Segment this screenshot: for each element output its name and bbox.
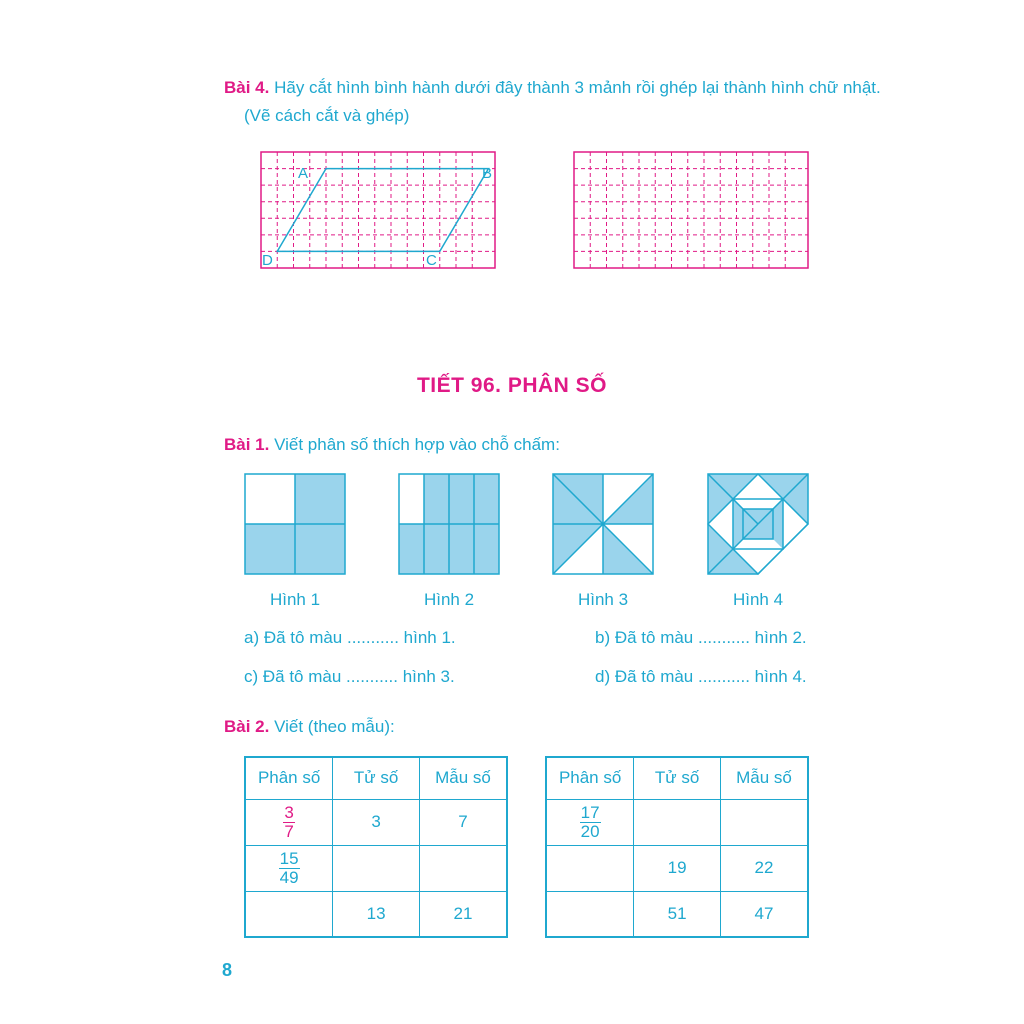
bai1-label: Bài 1. [224,435,270,454]
figure-3 [552,473,654,575]
header-tu-so: Tử số [634,757,721,799]
table-row [546,845,808,891]
tu-so-cell [634,799,721,845]
bai1-line [224,435,560,455]
mau-so-cell: 7 [419,799,507,845]
header-phan-so: Phân số [546,757,634,799]
table-row [245,799,507,845]
numerator: 3 [284,803,294,822]
fraction [279,850,300,887]
header-mau-so: Mẫu số [720,757,808,799]
answer-c: c) Đã tô màu ........... hình 3. [244,667,455,686]
lesson-title: TIẾT 96. PHÂN SỐ [416,374,608,397]
figure-4 [707,473,809,575]
denominator: 20 [580,822,600,841]
tu-so-cell: 19 [634,845,721,891]
table-row [245,891,507,937]
grid-border [261,152,495,268]
bai2-line [224,717,395,737]
caption-hinh-4: Hình 4 [732,590,784,609]
point-a-label: A [298,165,309,182]
numerator: 15 [279,849,299,868]
bai2-text: Viết (theo mẫu): [274,717,395,736]
fraction-cell [546,891,634,937]
fraction-table-right [545,756,809,938]
point-b-label: B [482,165,493,182]
numerator: 17 [580,803,600,822]
caption-hinh-2: Hình 2 [423,590,475,609]
tu-so-cell: 51 [634,891,721,937]
denominator: 7 [284,822,294,841]
caption-hinh-3: Hình 3 [577,590,629,609]
mau-so-cell: 47 [720,891,808,937]
mau-so-cell [720,799,808,845]
table-row [546,799,808,845]
parallelogram-abcd [277,169,488,252]
fraction-cell [245,799,333,845]
parallelogram-grid [258,148,498,272]
bai1-text: Viết phân số thích hợp vào chỗ chấm: [274,435,560,454]
header-mau-so: Mẫu số [419,757,507,799]
tu-so-cell [333,845,420,891]
table-header-row [546,757,808,799]
denominator: 49 [279,868,299,887]
grid-lines [261,152,495,268]
mau-so-cell: 21 [419,891,507,937]
figure-1 [244,473,346,575]
answer-a: a) Đã tô màu ........... hình 1. [244,628,456,647]
bai4-text: Hãy cắt hình bình hành dưới đây thành 3 mảnh rồi ghép lại thành hình chữ nhật. [274,78,881,97]
fraction-cell [546,845,634,891]
page-number: 8 [222,960,233,980]
header-tu-so: Tử số [333,757,420,799]
point-c-label: C [426,252,437,269]
bai2-label: Bài 2. [224,717,270,736]
tu-so-cell: 3 [333,799,420,845]
header-phan-so: Phân số [245,757,333,799]
fraction-cell [546,799,634,845]
table-row [546,891,808,937]
table-header-row [245,757,507,799]
fraction-cell [245,891,333,937]
fraction-table-left [244,756,508,938]
figure-2 [398,473,500,575]
mau-so-cell: 22 [720,845,808,891]
fraction [580,804,601,841]
point-d-label: D [262,252,273,269]
fraction [283,804,294,841]
bai4-note: (Vẽ cách cắt và ghép) [244,106,410,125]
table-row [245,845,507,891]
bai4-label: Bài 4. [224,78,270,97]
tu-so-cell: 13 [333,891,420,937]
bai4-line [224,78,881,98]
answer-d: d) Đã tô màu ........... hình 4. [595,667,807,686]
answer-b: b) Đã tô màu ........... hình 2. [595,628,807,647]
caption-hinh-1: Hình 1 [269,590,321,609]
empty-grid [571,148,811,272]
fraction-cell [245,845,333,891]
mau-so-cell [419,845,507,891]
